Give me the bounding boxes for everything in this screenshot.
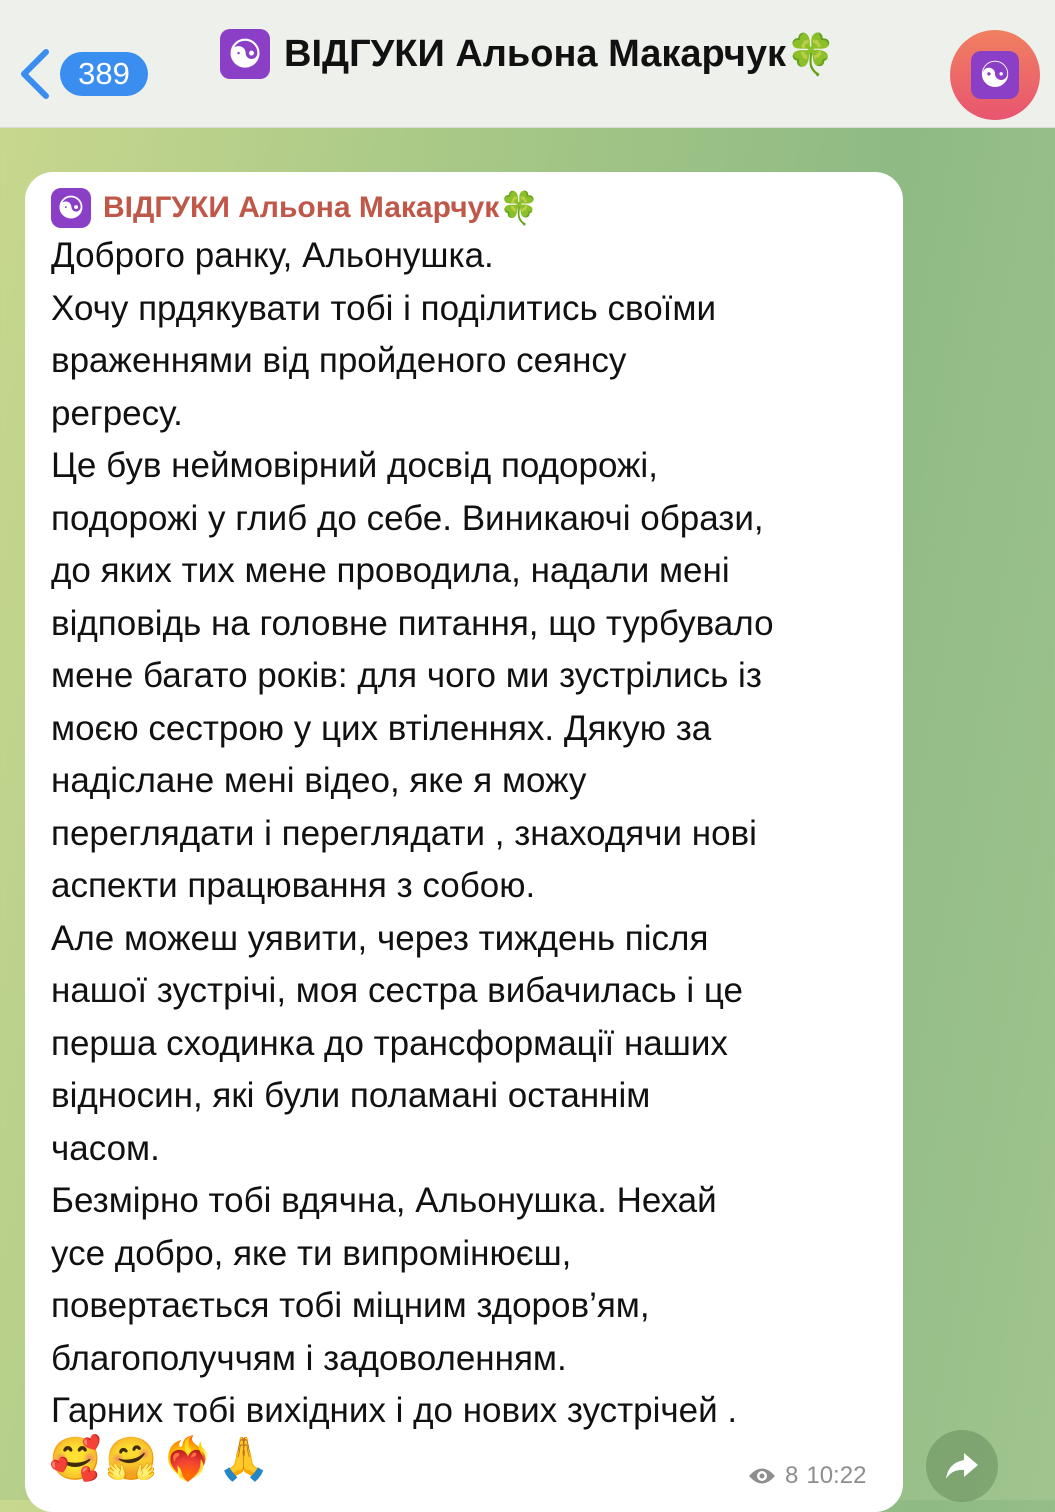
message-line: Безмірно тобі вдячна, Альонушка. Нехай (51, 1181, 717, 1220)
message-line: Хочу прдякувати тобі і поділитись своїми (51, 288, 717, 328)
message-text (51, 230, 774, 1438)
message-line: нашої зустрічі, моя сестра вибачилась і це (51, 971, 743, 1010)
clover-icon: 🍀 (786, 31, 836, 78)
yin-yang-icon: ☯ (51, 188, 91, 228)
chat-title-text: ВІДГУКИ Альона Макарчук (284, 32, 786, 75)
chat-title[interactable] (220, 28, 836, 80)
message-emojis: 🥰🤗❤️‍🔥🙏 (49, 1434, 275, 1483)
clover-icon: 🍀 (499, 189, 540, 227)
message-line: перша сходинка до трансформації наших (51, 1023, 728, 1063)
yin-yang-icon: ☯ (971, 51, 1019, 99)
message-line: відповідь на головне питання, що турбувало (51, 603, 774, 643)
message-line: повертається тобі міцним здоров’ям, (51, 1286, 650, 1325)
sender-name: ВІДГУКИ Альона Макарчук (103, 191, 500, 224)
message-line: до яких тих мене проводила, надали мені (51, 551, 730, 590)
message-bubble (25, 172, 903, 1512)
forward-button[interactable] (926, 1430, 998, 1502)
channel-avatar[interactable] (950, 30, 1040, 120)
message-line: Гарних тобі вихідних і до нових зустрічей . (51, 1391, 738, 1430)
message-sender[interactable] (51, 188, 539, 228)
message-line: часом. (51, 1128, 160, 1168)
message-time: 10:22 (806, 1462, 867, 1489)
message-line: усе добро, яке ти випромінюєш, (51, 1233, 572, 1273)
back-chevron-icon[interactable] (18, 48, 52, 100)
message-line: благополуччям і задоволенням. (51, 1338, 567, 1378)
message-meta (747, 1462, 866, 1490)
unread-count-badge[interactable]: 389 (60, 52, 148, 96)
message-line: мене багато років: для чого ми зустрілись із (51, 656, 762, 695)
message-line: аспекти працювання з собою. (51, 866, 536, 905)
message-line: Доброго ранку, Альонушка. (51, 236, 494, 275)
message-line: Це був неймовірний досвід подорожі, (51, 446, 658, 485)
message-line: подорожі у глиб до себе. Виникаючі образи, (51, 498, 764, 538)
message-line: відносин, які були поламані останнім (51, 1076, 651, 1115)
message-line: переглядати і переглядати , знаходячи нові (51, 813, 757, 853)
message-line: Але можеш уявити, через тиждень після (51, 918, 709, 958)
message-line: враженнями від пройденого сеянсу (51, 341, 627, 380)
forward-arrow-icon (944, 1451, 980, 1481)
message-line: регресу. (51, 393, 183, 433)
yin-yang-icon: ☯ (220, 29, 270, 79)
eye-icon (747, 1465, 777, 1487)
chat-header (0, 0, 1055, 128)
message-line: моєю сестрою у цих втіленнях. Дякую за (51, 708, 712, 748)
view-count: 8 (785, 1462, 799, 1489)
message-line: надіслане мені відео, яке я можу (51, 761, 587, 800)
